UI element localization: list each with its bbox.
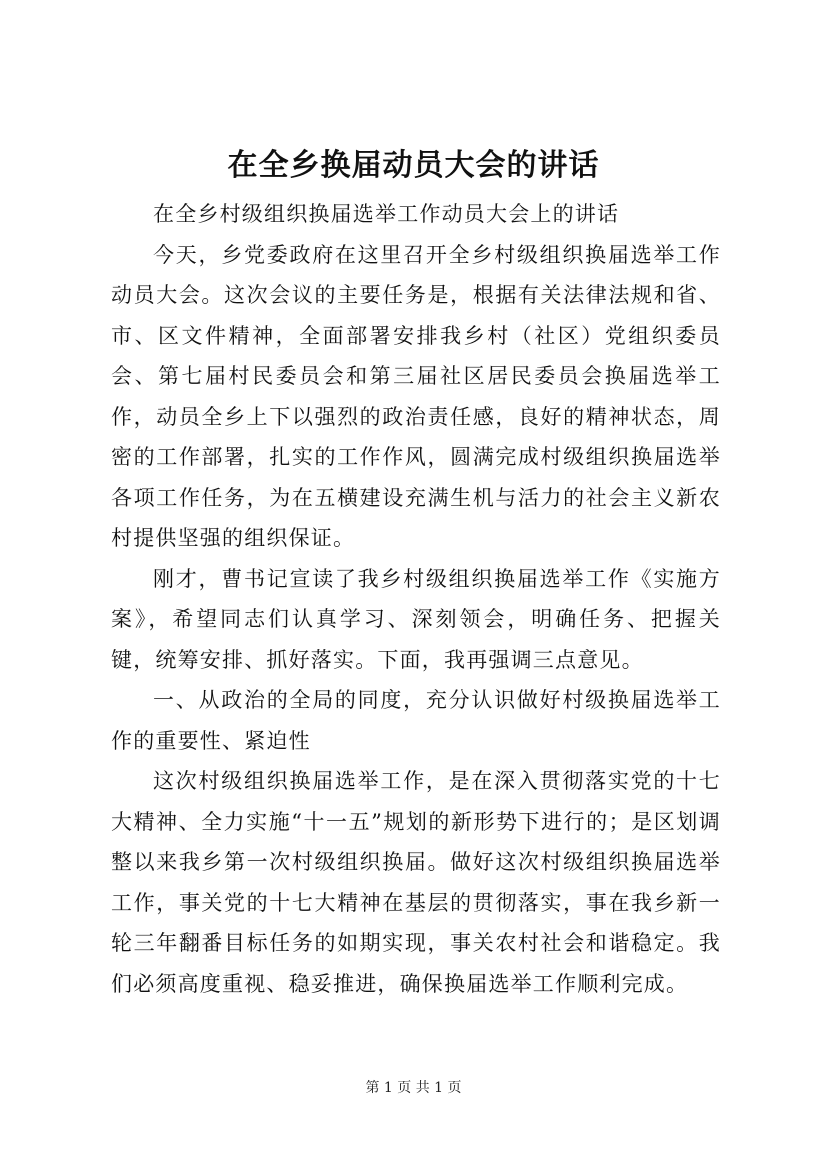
paragraph-opening: 今天，乡党委政府在这里召开全乡村级组织换届选举工作动员大会。这次会议的主要任务是，根据有关法律法规和省、市、区文件精神，全面部署安排我乡村（社区）党组织委员会、第七届村民委员会和第三届社区居民委员会换届选举工作，动员全乡上下以强烈的政治责任感，良好的精神状态，周密的工作部署，扎实的工作作风，圆满完成村级组织换届选举各项工作任务，为在五横建设充满生机与活力的社会主义新农村提供坚强的组织保证。 bbox=[111, 242, 721, 550]
paragraph-significance: 这次村级组织换届选举工作，是在深入贯彻落实党的十七大精神、全力实施“十一五”规划的新形势下进行的；是区划调整以来我乡第一次村级组织换届。做好这次村级组织换届选举工作，事关党的十七大精神在基层的贯彻落实，事在我乡新一轮三年翻番目标任务的如期实现，事关农村社会和谐稳定。我们必须高度重视、稳妥推进，确保换届选举工作顺利完成。 bbox=[111, 769, 721, 996]
paragraph-subtitle: 在全乡村级组织换届选举工作动员大会上的讲话 bbox=[153, 202, 620, 226]
document-body bbox=[111, 194, 721, 1004]
page-footer: 第 1 页 共 1 页 bbox=[365, 1080, 462, 1096]
paragraph-section-heading: 一、从政治的全局的同度，充分认识做好村级换届选举工作的重要性、紧迫性 bbox=[111, 688, 721, 753]
paragraph-plan: 刚才，曹书记宣读了我乡村级组织换届选举工作《实施方案》，希望同志们认真学习、深刻领会，明确任务、把握关键，统筹安排、抓好落实。下面，我再强调三点意见。 bbox=[111, 566, 721, 672]
document-title: 在全乡换届动员大会的讲话 bbox=[227, 148, 600, 183]
